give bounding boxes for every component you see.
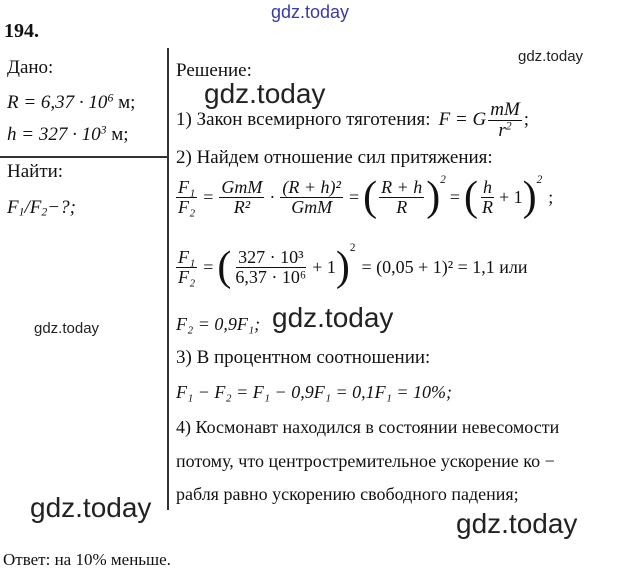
watermark-top-right: gdz.today — [518, 48, 584, 65]
find-expression: $F_1/F_2-$?; — [7, 197, 76, 219]
watermark-large-bottom-right: gdz.today — [456, 508, 578, 539]
step-4-line-1: 4) Космонавт находился в состоянии невесомости — [176, 417, 560, 437]
watermark-large-bottom-left: gdz.today — [30, 492, 152, 523]
ratio-equation: $\frac{\text{F₁}}{\text{F₂}}$ = $\frac{\text{GmM}}{\text{R²}}$ · $\frac{\text{(R + h)²}}{\text{GmM}}$ = ( $\frac{R + h}{R}$ ) 2 = ( $\frac{h}{R}$ + 1 ) 2 ; — [178, 173, 554, 220]
percent-equation: F₁ − F₂ = F₁ − 0,9F₁ = 0,1F₁ = 10%; — [176, 382, 452, 402]
step-4-line-2: потому, что центростремительное ускорение ко − — [176, 451, 555, 471]
gravity-fraction: $\frac{mM}{r^2}$ — [490, 99, 520, 141]
answer: Ответ: на 10% меньше. — [3, 550, 171, 569]
solution-title: Решение: — [176, 60, 252, 81]
watermark-large-middle: gdz.today — [272, 302, 394, 333]
given-find-divider — [0, 156, 168, 158]
step-1: 1) Закон всемирного тяготения: F = G $\frac{mM}{r^2}$ ; — [176, 99, 530, 141]
step-2: 2) Найдем отношение сил притяжения: — [176, 147, 493, 168]
given-height: $h = 327 \cdot 10^3$ м; — [7, 123, 129, 145]
watermark-left-middle: gdz.today — [34, 320, 100, 337]
problem-number: 194. — [4, 20, 39, 42]
step-3: 3) В процентном соотношении: — [176, 347, 431, 368]
force-relation: F₂ = 0,9F₁; — [176, 314, 261, 334]
watermark-top: gdz.today — [271, 2, 350, 22]
numeric-ratio-equation: $\frac{\text{F₁}}{\text{F₂}}$ = ( $\frac{\text{327 · 10³}}{\text{6,37 · 10⁶}}$ + 1 ) 2 = (0,05 + 1)² = 1,1 или — [178, 242, 528, 290]
step-4-line-3: рабля равно ускорению свободного падения; — [176, 484, 519, 504]
find-title: Найти: — [7, 161, 64, 182]
given-radius: $R = 6,37 \cdot 10^6$ м; — [7, 91, 136, 113]
vertical-divider — [167, 48, 169, 510]
given-title: Дано: — [7, 57, 54, 78]
watermark-large-upper: gdz.today — [204, 78, 326, 109]
